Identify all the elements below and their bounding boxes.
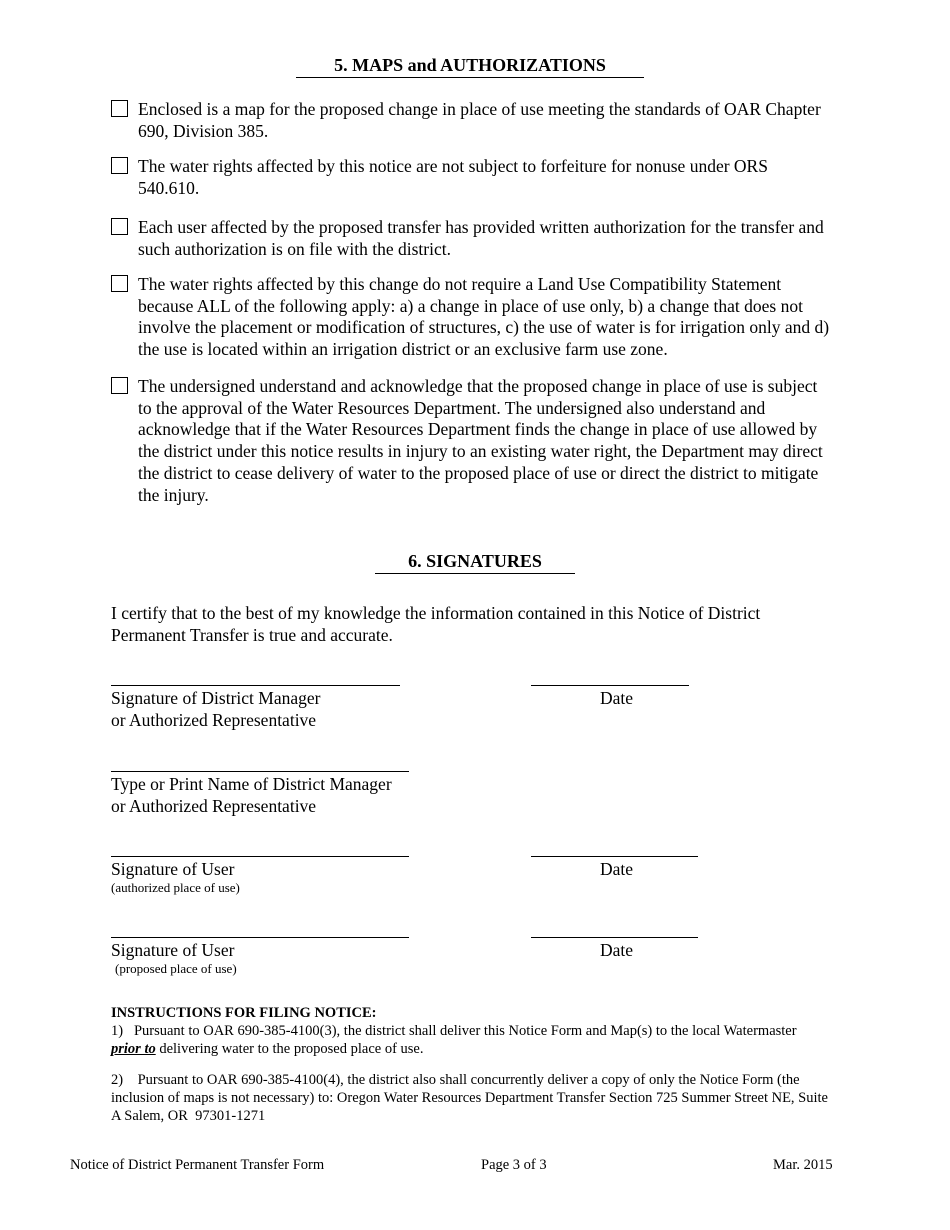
- print-name-label-line2: or Authorized Representative: [111, 796, 317, 816]
- checkbox-forfeiture[interactable]: [111, 157, 128, 174]
- footer-form-name: Notice of District Permanent Transfer Form: [70, 1157, 325, 1173]
- section-5-title: 5. MAPS and AUTHORIZATIONS: [334, 55, 606, 75]
- print-name-label-line1: Type or Print Name of District Manager: [111, 774, 392, 794]
- checkbox-label-acknowledge: The undersigned understand and acknowledge that the proposed change in place of use is subject to the approval of the Water Resources Department. The undersigned also understand and acknowledge that if the Water Resources Department finds the change in place of use allowed by the district under this notice results in injury to an existing water right, the Department may direct the district to cease delivery of water to the proposed place of use or direct the district to mitigate the injury.: [138, 376, 823, 505]
- date-line-user-authorized[interactable]: [531, 856, 698, 857]
- signature-user-authorized-label: Signature of User: [111, 859, 235, 879]
- checkbox-land-use[interactable]: [111, 275, 128, 292]
- certification-statement: I certify that to the best of my knowledge the information contained in this Notice of District Permanent Transfer is true and accurate.: [111, 603, 761, 645]
- date-label-user-proposed: Date: [600, 940, 634, 960]
- signature-user-proposed-note: (proposed place of use): [115, 961, 237, 976]
- checkbox-item-authorization: [111, 217, 831, 260]
- section-6-title: 6. SIGNATURES: [408, 551, 542, 571]
- checkbox-item-acknowledge: [111, 376, 831, 506]
- instructions-title: INSTRUCTIONS FOR FILING NOTICE:: [111, 1005, 377, 1021]
- signature-manager-label-line1: Signature of District Manager: [111, 688, 321, 708]
- date-line-manager[interactable]: [531, 685, 689, 686]
- instruction-item-1-emphasis: prior to: [111, 1041, 156, 1057]
- signature-manager-label-line2: or Authorized Representative: [111, 710, 317, 730]
- section-6-heading: [375, 550, 575, 574]
- print-name-line[interactable]: [111, 771, 409, 772]
- date-line-user-proposed[interactable]: [531, 937, 698, 938]
- checkbox-map[interactable]: [111, 100, 128, 117]
- signature-user-authorized-note: (authorized place of use): [111, 880, 240, 895]
- checkbox-label-authorization: Each user affected by the proposed transfer has provided written authorization for the transfer and such authorization is on file with the district.: [138, 217, 824, 259]
- checkbox-acknowledge[interactable]: [111, 377, 128, 394]
- footer-page-number: Page 3 of 3: [481, 1157, 547, 1173]
- checkbox-label-forfeiture: The water rights affected by this notice are not subject to forfeiture for nonuse under ORS 540.610.: [138, 156, 768, 198]
- checkbox-authorization[interactable]: [111, 218, 128, 235]
- signature-line-manager[interactable]: [111, 685, 400, 686]
- signature-line-user-proposed[interactable]: [111, 937, 409, 938]
- instruction-item-1-before: 1) Pursuant to OAR 690-385-4100(3), the district shall deliver this Notice Form and Map(s) to the local Watermaster: [111, 1023, 797, 1039]
- footer-date: Mar. 2015: [773, 1157, 833, 1173]
- checkbox-item-land-use: [111, 274, 831, 361]
- date-label-manager: Date: [600, 688, 634, 708]
- signature-line-user-authorized[interactable]: [111, 856, 409, 857]
- section-5-heading: [296, 54, 644, 78]
- print-name-label: [111, 773, 392, 817]
- date-label-user-authorized: Date: [600, 859, 634, 879]
- instruction-item-1-after: delivering water to the proposed place of use.: [155, 1041, 424, 1057]
- checkbox-label-land-use: The water rights affected by this change do not require a Land Use Compatibility Statement because ALL of the following apply: a) a change in place of use only, b) a change that does not involve the placement or modification of structures, c) the use of water is for irrigation only and d) the use is located within an irrigation district or an exclusive farm use zone.: [138, 274, 830, 360]
- signature-user-proposed-label: Signature of User: [111, 940, 235, 960]
- instruction-item-2: 2) Pursuant to OAR 690-385-4100(4), the district also shall concurrently deliver a copy of only the Notice Form (the inclusion of maps is not necessary) to: Oregon Water Resources Department Transfer Section 725 Summer Street NE, Suite A Salem, OR 97301-1271: [111, 1072, 828, 1124]
- checkbox-item-map: [111, 99, 831, 142]
- checkbox-label-map: Enclosed is a map for the proposed change in place of use meeting the standards of OAR Chapter 690, Division 385.: [138, 99, 821, 141]
- instruction-item-1: [111, 1022, 811, 1058]
- checkbox-item-forfeiture: [111, 156, 831, 199]
- signature-manager-label: [111, 687, 320, 731]
